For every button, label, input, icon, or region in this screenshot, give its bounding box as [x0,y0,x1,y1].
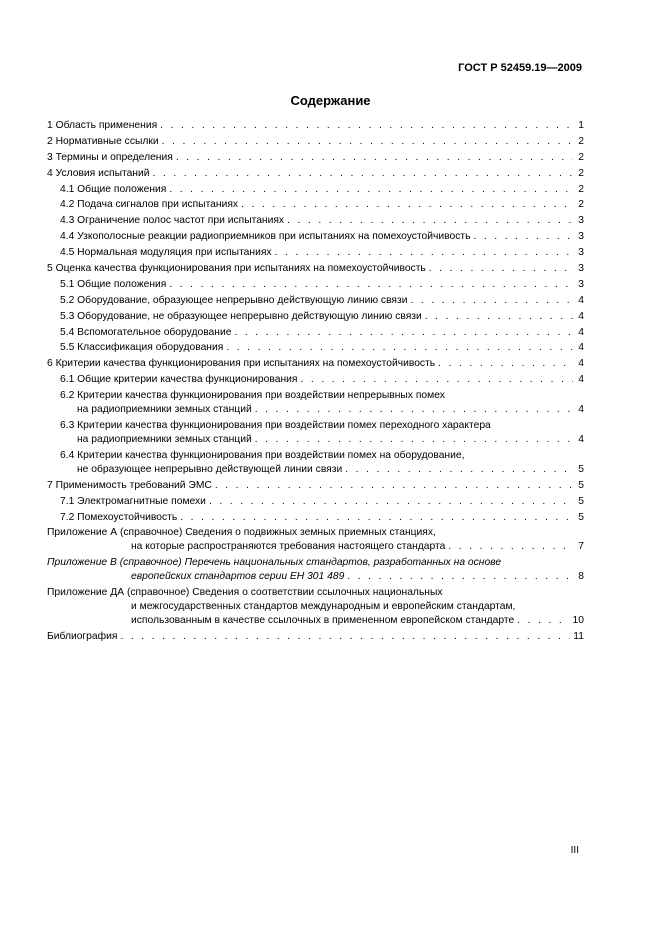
leader-dots [425,310,573,324]
toc-entry-title: 7.1 Электромагнитные помехи [60,495,206,507]
leader-dots [160,119,573,133]
toc-entry-title: Библиография [47,631,118,643]
toc-entry-5-4[interactable] [47,326,584,340]
toc-entry-appendix-a[interactable] [47,526,584,554]
toc-entry-title: на радиоприемники земных станций [77,404,252,416]
toc-page-number: 1 [578,120,584,131]
toc-entry-title: 4 Условия испытаний [47,167,150,179]
toc-entry-6-3[interactable] [47,419,584,447]
toc-entry-appendix-da[interactable] [47,586,584,628]
toc-entry-title: 5.4 Вспомогательное оборудование [60,326,232,338]
toc-entry-5-3[interactable] [47,310,584,324]
toc-entry-title: 4.1 Общие положения [60,183,167,195]
toc-page-number: 3 [578,263,584,275]
toc-page-number: 4 [578,310,584,322]
toc-entry-6-1[interactable] [47,373,584,387]
toc-page-number: 2 [578,151,584,163]
toc-entry-6-4[interactable] [47,449,584,477]
toc-page-number: 10 [572,615,584,627]
toc-entry-title: 7.2 Помехоустойчивость [60,511,178,523]
toc-entry-2[interactable] [47,135,584,149]
toc-entry-title: не образующее непрерывно действующей линии связи [77,463,343,475]
toc-entry-5-2[interactable] [47,294,584,308]
leader-dots [169,278,573,292]
toc-entry-title: 5 Оценка качества функционирования при испытаниях на помехоустойчивость [47,263,426,275]
toc-entry-title-line: Приложение В (справочное) Перечень национальных стандартов, разработанных на основе [47,557,502,569]
leader-dots [429,262,573,276]
toc-entry-title: 5.5 Классификация оборудования [60,342,224,354]
toc-entry-title: на которые распространяются требования настоящего стандарта [131,541,446,553]
toc-page-number: 4 [578,374,584,386]
toc-page-number: 4 [578,294,584,306]
toc-entry-title: европейских стандартов серии ЕН 301 489 [131,571,345,583]
toc-entry-5-1[interactable] [47,278,584,292]
page-title: Содержание [290,93,371,108]
toc-entry-title: 5.2 Оборудование, образующее непрерывно действующую линию связи [60,294,408,306]
leader-dots [345,463,573,477]
toc-entry-6[interactable] [47,357,584,371]
leader-dots [287,214,573,228]
toc-entry-4[interactable] [47,167,584,181]
toc-page-number: 11 [573,631,584,643]
toc-page-number: 5 [578,511,584,523]
toc-entry-title: использованным в качестве ссылочных в примененном европейском стандарте [131,615,515,627]
toc-page-number: 8 [578,571,584,583]
leader-dots [275,246,573,260]
toc-page-number: 5 [578,463,584,475]
toc-entry-6-2[interactable] [47,389,584,417]
leader-dots [410,294,573,308]
leader-dots [209,495,573,509]
toc-page-number: 4 [578,434,584,446]
toc-entry-title-line: и межгосударственных стандартов международным и европейским стандартам, [131,601,516,613]
page-number: III [570,845,579,856]
leader-dots [153,167,574,181]
toc-page-number: 4 [578,326,584,338]
toc-entry-4-5[interactable] [47,246,584,260]
table-of-contents [47,119,584,646]
toc-entry-title: 3 Термины и определения [47,151,173,163]
toc-entry-title: 4.3 Ограничение полос частот при испытаниях [60,215,285,227]
leader-dots [517,614,569,628]
toc-page-number: 3 [578,215,584,227]
toc-entry-title: 1 Область применения [47,120,158,131]
toc-page-number: 3 [578,231,584,243]
toc-entry-3[interactable] [47,151,584,165]
toc-entry-title-line: Приложение ДА (справочное) Сведения о соответствии ссылочных национальных [47,587,443,599]
toc-entry-4-2[interactable] [47,198,584,212]
toc-page-number: 5 [578,479,584,491]
toc-entry-7-1[interactable] [47,495,584,509]
leader-dots [347,570,573,584]
toc-entry-7-2[interactable] [47,511,584,525]
toc-entry-title-line: 6.2 Критерии качества функционирования при воздействии непрерывных помех [60,390,445,402]
leader-dots [241,198,573,212]
leader-dots [255,403,573,417]
toc-entry-5-5[interactable] [47,341,584,355]
toc-entry-title: 5.3 Оборудование, не образующее непрерывно действующую линию связи [60,310,422,322]
leader-dots [162,135,573,149]
toc-entry-title: на радиоприемники земных станций [77,434,252,446]
toc-entry-5[interactable] [47,262,584,276]
toc-entry-title-line: Приложение А (справочное) Сведения о подвижных земных приемных станциях, [47,527,436,539]
toc-page-number: 5 [578,495,584,507]
toc-page-number: 2 [578,183,584,195]
toc-page-number: 2 [578,167,584,179]
toc-entry-title: 4.5 Нормальная модуляция при испытаниях [60,247,272,259]
toc-entry-4-3[interactable] [47,214,584,228]
leader-dots [176,151,573,165]
toc-page-number: 2 [578,199,584,211]
toc-entry-title: 6.1 Общие критерии качества функционирования [60,374,298,386]
leader-dots [180,511,573,525]
toc-entry-4-1[interactable] [47,183,584,197]
leader-dots [120,630,570,644]
leader-dots [300,373,573,387]
toc-page-number: 4 [578,404,584,416]
leader-dots [255,433,573,447]
leader-dots [215,479,573,493]
toc-page-number: 2 [578,135,584,147]
toc-entry-title: 5.1 Общие положения [60,278,167,290]
toc-page-number: 4 [578,342,584,354]
toc-page-number: 3 [578,247,584,259]
leader-dots [169,183,573,197]
leader-dots [438,357,573,371]
toc-entry-title: 2 Нормативные ссылки [47,135,159,147]
toc-entry-title-line: 6.4 Критерии качества функционирования при воздействии помех на оборудование, [60,449,465,461]
toc-entry-4-4[interactable] [47,230,584,244]
toc-entry-title: 4.2 Подача сигналов при испытаниях [60,199,239,211]
leader-dots [234,326,573,340]
leader-dots [226,341,573,355]
leader-dots [448,540,573,554]
toc-entry-title-line: 6.3 Критерии качества функционирования при воздействии помех переходного характера [60,420,491,432]
toc-entry-title: 7 Применимость требований ЭМС [47,479,212,491]
toc-entry-7[interactable] [47,479,584,493]
toc-page-number: 4 [578,358,584,370]
toc-entry-title: 4.4 Узкополосные реакции радиоприемников при испытаниях на помехоустойчивость [60,231,471,243]
toc-page-number: 3 [578,278,584,290]
leader-dots [473,230,573,244]
toc-entry-1[interactable] [47,119,584,133]
toc-page-number: 7 [578,541,584,553]
document-code: ГОСТ Р 52459.19—2009 [458,62,582,74]
toc-entry-title: 6 Критерии качества функционирования при испытаниях на помехоустойчивость [47,358,436,370]
toc-entry-appendix-b[interactable] [47,556,584,584]
toc-entry-bibliography[interactable] [47,630,584,644]
